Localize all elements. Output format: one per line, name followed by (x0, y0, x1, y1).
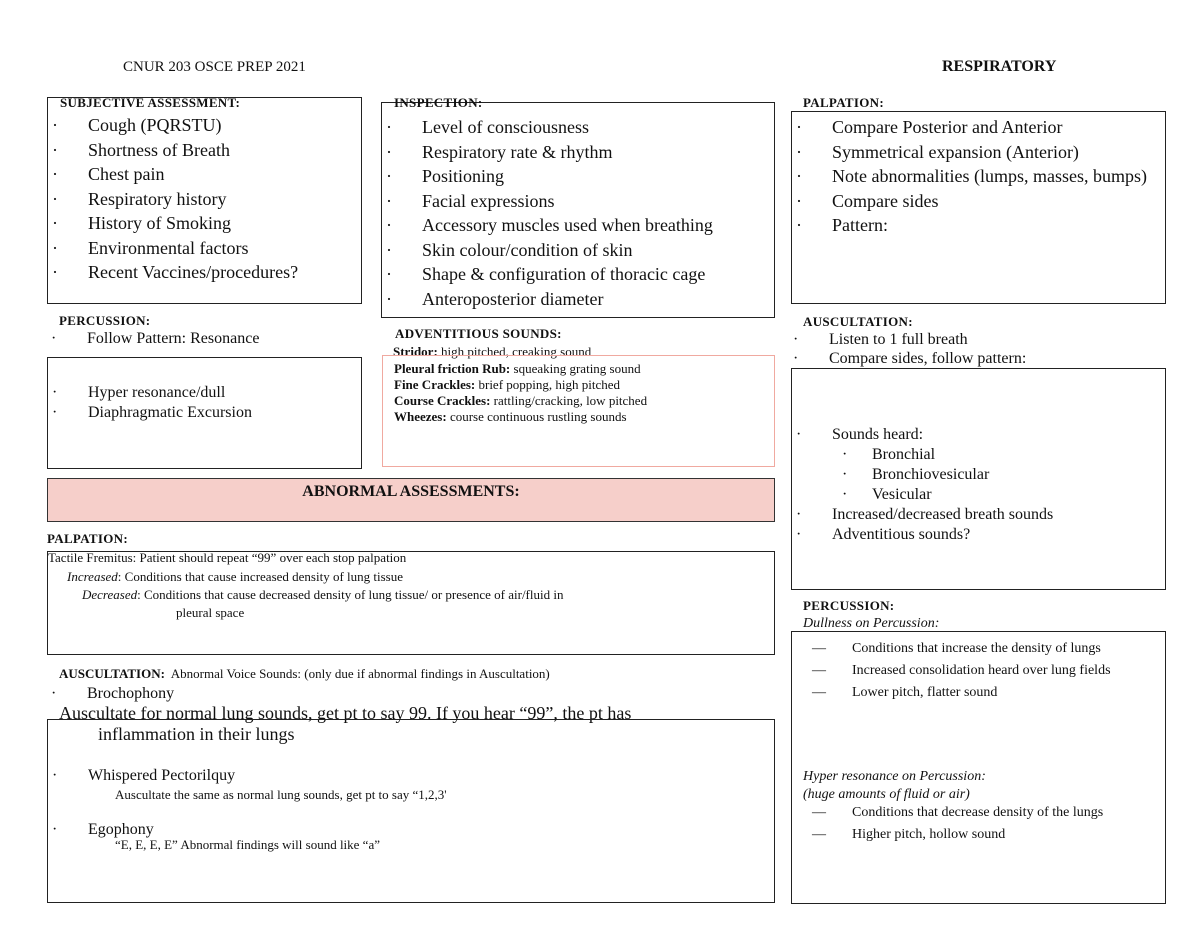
list-item: · Listen to 1 full breath (789, 330, 1169, 349)
list-item: · Facial expressions (382, 189, 774, 214)
auscultation-lead (789, 330, 1169, 368)
list-item: · Vesicular (792, 485, 1164, 505)
list-item: — Lower pitch, flatter sound (792, 684, 1160, 702)
inspection-list (382, 115, 774, 311)
abnormal-palpation-box (47, 551, 775, 655)
hyper-sub: (huge amounts of fluid or air) (803, 787, 970, 802)
stridor-line: Stridor: high pitched, creaking sound (393, 344, 592, 359)
list-item: · Egophony (48, 820, 748, 840)
list-item: — Conditions that increase the density of lungs (792, 640, 1160, 658)
percussion-title: PERCUSSION: (59, 313, 151, 328)
topic-title: RESPIRATORY (942, 58, 1057, 75)
whispered-item (48, 766, 748, 786)
list-item: — Higher pitch, hollow sound (792, 826, 1160, 844)
list-item: · Level of consciousness (382, 115, 774, 140)
list-item: · Brochophony (47, 684, 447, 703)
auscultation-list-2 (792, 505, 1164, 545)
list-item: · Respiratory history (48, 187, 360, 212)
list-item: · Respiratory rate & rhythm (382, 140, 774, 165)
list-item: · Symmetrical expansion (Anterior) (792, 140, 1162, 165)
percussion-lead (47, 329, 367, 349)
list-item: · Accessory muscles used when breathing (382, 213, 774, 238)
dullness-label: Dullness on Percussion: (803, 616, 940, 631)
list-item: · Hyper resonance/dull (48, 383, 360, 403)
list-item: · Anteroposterior diameter (382, 287, 774, 312)
bronchophony-item (47, 684, 447, 703)
inspection-box (381, 95, 775, 318)
list-item: · Increased/decreased breath sounds (792, 505, 1164, 525)
breath-sounds-list (792, 445, 1164, 505)
palpation-list (792, 115, 1162, 238)
egophony-desc: “E, E, E, E” Abnormal findings will sound like “a” (115, 837, 380, 852)
pleural-line: Pleural friction Rub: squeaking grating sound (394, 361, 641, 376)
fine-crackles-line: Fine Crackles: brief popping, high pitched (394, 377, 621, 392)
list-item: — Increased consolidation heard over lung fields (792, 662, 1160, 680)
percussion-right-title: PERCUSSION: (803, 598, 895, 613)
subjective-list (48, 113, 360, 285)
decreased-line: Decreased: Conditions that cause decreased density of lung tissue/ or presence of air/fluid in (82, 587, 564, 602)
percussion-box (47, 357, 362, 469)
list-item: · Bronchiovesicular (792, 465, 1164, 485)
hyper-list (792, 804, 1160, 844)
palpation-title: PALPATION: (803, 95, 884, 110)
list-item: · Skin colour/condition of skin (382, 238, 774, 263)
list-item: · Bronchial (792, 445, 1164, 465)
list-item: — Conditions that decrease density of the lungs (792, 804, 1160, 822)
abnormal-palpation-title: PALPATION: (47, 531, 128, 546)
whispered-desc: Auscultate the same as normal lung sounds, get pt to say “1,2,3' (115, 787, 447, 802)
decreased-cont: pleural space (176, 605, 245, 620)
list-item: · Sounds heard: (792, 425, 1164, 445)
bronchophony-desc-2: inflammation in their lungs (98, 724, 295, 744)
list-item: · Pattern: (792, 213, 1162, 238)
auscultation-title: AUSCULTATION: (803, 314, 913, 329)
course-crackles-line: Course Crackles: rattling/cracking, low pitched (394, 393, 648, 408)
percussion-list (48, 383, 360, 423)
abnormal-auscultation-box (47, 719, 775, 903)
auscultation-list (792, 425, 1164, 445)
dullness-list (792, 640, 1160, 702)
list-item: · Whispered Pectorilquy (48, 766, 748, 786)
list-item: · Recent Vaccines/procedures? (48, 260, 360, 285)
bronchophony-desc: Auscultate for normal lung sounds, get pt to say 99. If you hear “99”, the pt has (59, 703, 632, 723)
abnormal-auscultation-title: AUSCULTATION: Abnormal Voice Sounds: (only due if abnormal findings in Auscultation) (59, 666, 550, 681)
list-item: · Follow Pattern: Resonance (47, 329, 367, 349)
subjective-title: SUBJECTIVE ASSESSMENT: (60, 95, 241, 110)
abnormal-banner: ABNORMAL ASSESSMENTS: (47, 478, 775, 522)
subjective-box (47, 97, 362, 304)
list-item: · Shortness of Breath (48, 138, 360, 163)
inspection-title: INSPECTION: (394, 95, 483, 110)
adventitious-box (382, 355, 775, 467)
list-item: · Note abnormalities (lumps, masses, bumps) (792, 164, 1162, 189)
course-title: CNUR 203 OSCE PREP 2021 (123, 59, 306, 75)
list-item: · Compare sides, follow pattern: (789, 349, 1169, 368)
hyper-label: Hyper resonance on Percussion: (803, 769, 986, 784)
list-item: · Positioning (382, 164, 774, 189)
list-item: · Compare Posterior and Anterior (792, 115, 1162, 140)
list-item: · Environmental factors (48, 236, 360, 261)
list-item: · Chest pain (48, 162, 360, 187)
increased-line: Increased: Conditions that cause increased density of lung tissue (67, 569, 404, 584)
list-item: · Diaphragmatic Excursion (48, 403, 360, 423)
percussion-right-box (791, 631, 1166, 904)
auscultation-box (791, 368, 1166, 590)
list-item: · Adventitious sounds? (792, 525, 1164, 545)
list-item: · Cough (PQRSTU) (48, 113, 360, 138)
list-item: · Shape & configuration of thoracic cage (382, 262, 774, 287)
list-item: · Compare sides (792, 189, 1162, 214)
tactile-fremitus: Tactile Fremitus: Patient should repeat “99” over each stop palpation (48, 550, 407, 565)
list-item: · History of Smoking (48, 211, 360, 236)
adventitious-title: ADVENTITIOUS SOUNDS: (395, 326, 562, 341)
palpation-box (791, 111, 1166, 304)
wheezes-line: Wheezes: course continuous rustling sounds (394, 409, 627, 424)
